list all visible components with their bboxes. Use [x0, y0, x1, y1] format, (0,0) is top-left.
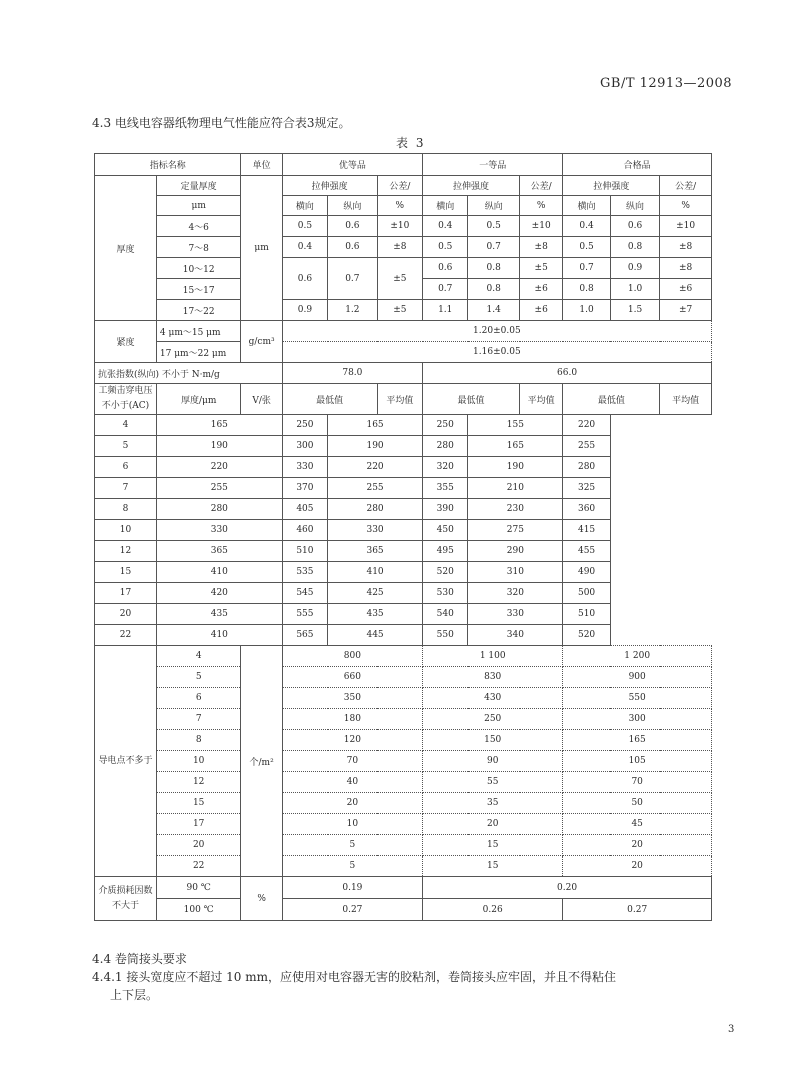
bd-value: 255	[563, 436, 610, 457]
bd-value: 190	[156, 436, 282, 457]
bd-value: 230	[468, 499, 563, 520]
cell: 0.5	[563, 237, 610, 258]
bd-value: 410	[156, 562, 282, 583]
cell: ±7	[660, 300, 712, 321]
df-temp: 100 ℃	[156, 899, 241, 921]
cp-value: 550	[563, 688, 712, 709]
bd-value: 540	[423, 604, 468, 625]
cp-value: 660	[282, 667, 422, 688]
conductive-points-label: 导电点不多于	[95, 646, 157, 877]
thk-range: 17～22	[156, 300, 241, 321]
bd-value: 210	[468, 478, 563, 499]
breakdown-voltage-label: 工频击穿电压不小于(AC)	[95, 384, 157, 415]
bd-thickness: 12	[95, 541, 157, 562]
dissipation-factor-label: 介质损耗因数不大于	[95, 877, 157, 921]
bd-header-min: 最低值	[563, 384, 660, 415]
bd-value: 190	[468, 457, 563, 478]
cp-value: 20	[282, 793, 422, 814]
bd-value: 155	[468, 415, 563, 436]
cp-thickness: 10	[156, 751, 241, 772]
header-pct: %	[377, 196, 422, 216]
header-pct: %	[660, 196, 712, 216]
cell: 0.8	[468, 279, 520, 300]
cell: ±10	[520, 216, 563, 237]
bd-value: 360	[563, 499, 610, 520]
bd-value: 365	[156, 541, 282, 562]
cp-value: 250	[423, 709, 563, 730]
bd-value: 320	[423, 457, 468, 478]
bd-value: 165	[468, 436, 563, 457]
bd-value: 250	[423, 415, 468, 436]
cp-value: 90	[423, 751, 563, 772]
bd-value: 415	[563, 520, 610, 541]
cell: 0.8	[468, 258, 520, 279]
bd-value: 435	[328, 604, 423, 625]
cp-value: 15	[423, 835, 563, 856]
tensile-index-superior: 78.0	[282, 363, 422, 384]
bd-header-avg: 平均值	[520, 384, 563, 415]
tensile-index-other: 66.0	[423, 363, 712, 384]
cell: 0.5	[282, 216, 327, 237]
cell: 1.1	[423, 300, 468, 321]
cp-value: 15	[423, 856, 563, 877]
cp-value: 10	[282, 814, 422, 835]
cell: 0.4	[563, 216, 610, 237]
cell: 0.4	[423, 216, 468, 237]
thk-range: 10～12	[156, 258, 241, 279]
bd-value: 545	[282, 583, 327, 604]
cell: ±6	[520, 279, 563, 300]
density-label: 紧度	[95, 321, 157, 363]
cell: 0.7	[468, 237, 520, 258]
bd-value: 330	[468, 604, 563, 625]
bd-thickness: 15	[95, 562, 157, 583]
thickness-label: 厚度	[95, 176, 157, 321]
bd-value: 510	[282, 541, 327, 562]
cp-thickness: 4	[156, 646, 241, 667]
bd-value: 445	[328, 625, 423, 646]
conductive-points-rows	[95, 646, 712, 877]
standard-number: GB/T 12913—2008	[600, 76, 733, 91]
cp-thickness: 22	[156, 856, 241, 877]
cp-value: 900	[563, 667, 712, 688]
bd-value: 390	[423, 499, 468, 520]
bd-value: 490	[563, 562, 610, 583]
bd-thickness: 8	[95, 499, 157, 520]
bd-value: 550	[423, 625, 468, 646]
cell: ±8	[660, 258, 712, 279]
header-cross: 横向	[563, 196, 610, 216]
bd-value: 280	[328, 499, 423, 520]
page-number: 3	[728, 1024, 735, 1035]
thk-range: 15～17	[156, 279, 241, 300]
bd-value: 365	[328, 541, 423, 562]
col-header-grade-superior: 优等品	[282, 154, 422, 176]
bd-value: 330	[282, 457, 327, 478]
col-header-grade-qualified: 合格品	[563, 154, 712, 176]
cell: 0.6	[610, 216, 660, 237]
header-long: 纵向	[610, 196, 660, 216]
cell: ±8	[660, 237, 712, 258]
bd-value: 325	[563, 478, 610, 499]
cp-value: 1 200	[563, 646, 712, 667]
cp-value: 430	[423, 688, 563, 709]
dissipation-factor-unit: %	[241, 877, 282, 921]
cell: ±6	[660, 279, 712, 300]
df-value: 0.27	[563, 899, 712, 921]
cp-value: 55	[423, 772, 563, 793]
cell: 0.6	[328, 216, 378, 237]
thk-range: 7～8	[156, 237, 241, 258]
bd-value: 340	[468, 625, 563, 646]
cell: 0.6	[282, 258, 327, 300]
bd-thickness: 17	[95, 583, 157, 604]
bd-value: 220	[328, 457, 423, 478]
cp-thickness: 8	[156, 730, 241, 751]
bd-value: 500	[563, 583, 610, 604]
bd-value: 495	[423, 541, 468, 562]
cell: 0.7	[328, 258, 378, 300]
density-range: 4 μm～15 μm	[156, 321, 241, 342]
cp-thickness: 7	[156, 709, 241, 730]
df-value: 0.26	[423, 899, 563, 921]
cell: ±5	[377, 300, 422, 321]
bd-value: 290	[468, 541, 563, 562]
bd-value: 250	[282, 415, 327, 436]
bd-value: 220	[156, 457, 282, 478]
bd-value: 410	[328, 562, 423, 583]
df-value: 0.20	[423, 877, 712, 899]
density-value: 1.20±0.05	[282, 321, 711, 342]
bd-value: 275	[468, 520, 563, 541]
bd-value: 300	[282, 436, 327, 457]
bd-value: 355	[423, 478, 468, 499]
cell: 0.8	[563, 279, 610, 300]
header-tensile: 拉伸强度	[282, 176, 377, 196]
bd-value: 535	[282, 562, 327, 583]
col-header-index: 指标名称	[95, 154, 241, 176]
bd-value: 280	[563, 457, 610, 478]
cell: 0.9	[282, 300, 327, 321]
bd-header-min: 最低值	[282, 384, 377, 415]
bd-thickness: 4	[95, 415, 157, 436]
spec-table-3	[94, 153, 712, 921]
header-tensile: 拉伸强度	[423, 176, 520, 196]
cp-value: 1 100	[423, 646, 563, 667]
cp-value: 40	[282, 772, 422, 793]
cp-value: 70	[563, 772, 712, 793]
bd-value: 280	[423, 436, 468, 457]
cell: ±6	[520, 300, 563, 321]
cp-value: 350	[282, 688, 422, 709]
breakdown-voltage-rows	[95, 415, 712, 646]
clause-4-4-1-line2: 上下层。	[110, 988, 159, 1002]
cell: 0.6	[328, 237, 378, 258]
cp-thickness: 12	[156, 772, 241, 793]
cp-value: 70	[282, 751, 422, 772]
bd-value: 450	[423, 520, 468, 541]
cell: 0.5	[423, 237, 468, 258]
cp-value: 20	[423, 814, 563, 835]
thickness-unit: μm	[241, 176, 282, 321]
header-cross: 横向	[282, 196, 327, 216]
cp-value: 830	[423, 667, 563, 688]
cp-value: 5	[282, 835, 422, 856]
cell: ±8	[377, 237, 422, 258]
bd-value: 530	[423, 583, 468, 604]
bd-value: 435	[156, 604, 282, 625]
bd-value: 510	[563, 604, 610, 625]
col-header-unit: 单位	[241, 154, 282, 176]
cp-thickness: 17	[156, 814, 241, 835]
cp-value: 165	[563, 730, 712, 751]
bd-value: 555	[282, 604, 327, 625]
cp-value: 20	[563, 835, 712, 856]
density-range: 17 μm～22 μm	[156, 342, 241, 363]
cell: 0.9	[610, 258, 660, 279]
bd-value: 255	[156, 478, 282, 499]
bd-value: 190	[328, 436, 423, 457]
density-value: 1.16±0.05	[282, 342, 711, 363]
bd-value: 520	[423, 562, 468, 583]
cp-value: 50	[563, 793, 712, 814]
cell: 1.0	[610, 279, 660, 300]
bd-value: 565	[282, 625, 327, 646]
header-um: μm	[156, 196, 241, 216]
bd-value: 280	[156, 499, 282, 520]
cp-value: 20	[563, 856, 712, 877]
bd-value: 320	[468, 583, 563, 604]
bd-value: 410	[156, 625, 282, 646]
table-caption: 表 3	[396, 136, 426, 150]
cell: 0.8	[610, 237, 660, 258]
header-cross: 横向	[423, 196, 468, 216]
clause-4-4: 4.4 卷筒接头要求	[92, 952, 187, 966]
bd-header-avg: 平均值	[377, 384, 422, 415]
bd-value: 255	[328, 478, 423, 499]
bd-value: 420	[156, 583, 282, 604]
cell: 1.4	[468, 300, 520, 321]
cell: 0.5	[468, 216, 520, 237]
cp-thickness: 5	[156, 667, 241, 688]
clause-4-4-1-line1: 4.4.1 接头宽度应不超过 10 mm，应使用对电容器无害的胶粘剂，卷筒接头应牢固，并且不得粘住	[92, 970, 617, 984]
df-value: 0.27	[282, 899, 422, 921]
header-long: 纵向	[328, 196, 378, 216]
header-tolerance: 公差/	[377, 176, 422, 196]
bd-value: 165	[328, 415, 423, 436]
bd-value: 460	[282, 520, 327, 541]
cell: ±10	[660, 216, 712, 237]
cell: 1.2	[328, 300, 378, 321]
bd-header-min: 最低值	[423, 384, 520, 415]
bd-thickness: 22	[95, 625, 157, 646]
header-long: 纵向	[468, 196, 520, 216]
df-value: 0.19	[282, 877, 422, 899]
cell: 0.4	[282, 237, 327, 258]
bd-thickness: 20	[95, 604, 157, 625]
header-tolerance: 公差/	[520, 176, 563, 196]
df-temp: 90 ℃	[156, 877, 241, 899]
header-thickness: 定量厚度	[156, 176, 241, 196]
bd-thickness: 10	[95, 520, 157, 541]
cp-thickness: 20	[156, 835, 241, 856]
cell: 0.7	[563, 258, 610, 279]
bd-value: 425	[328, 583, 423, 604]
bd-value: 520	[563, 625, 610, 646]
thk-range: 4～6	[156, 216, 241, 237]
bd-value: 455	[563, 541, 610, 562]
cp-value: 150	[423, 730, 563, 751]
cell: ±5	[377, 258, 422, 300]
cell: 1.5	[610, 300, 660, 321]
header-tensile: 拉伸强度	[563, 176, 660, 196]
cp-value: 180	[282, 709, 422, 730]
cp-value: 5	[282, 856, 422, 877]
conductive-points-unit: 个/m²	[241, 646, 282, 877]
bd-value: 220	[563, 415, 610, 436]
cp-value: 35	[423, 793, 563, 814]
bd-value: 165	[156, 415, 282, 436]
bd-thickness: 5	[95, 436, 157, 457]
cp-value: 800	[282, 646, 422, 667]
cp-thickness: 6	[156, 688, 241, 709]
bd-value: 310	[468, 562, 563, 583]
bd-value: 330	[328, 520, 423, 541]
cell: 1.0	[563, 300, 610, 321]
col-header-grade-first: 一等品	[423, 154, 563, 176]
cp-thickness: 15	[156, 793, 241, 814]
bd-thickness: 7	[95, 478, 157, 499]
bd-header-avg: 平均值	[660, 384, 712, 415]
clause-4-3: 4.3 电线电容器纸物理电气性能应符合表3规定。	[92, 116, 351, 130]
cp-value: 105	[563, 751, 712, 772]
tensile-index-label: 抗张指数(纵向) 不小于 N·m/g	[95, 363, 283, 384]
header-pct: %	[520, 196, 563, 216]
cell: ±10	[377, 216, 422, 237]
bd-header-thickness: 厚度/μm	[156, 384, 241, 415]
bd-value: 330	[156, 520, 282, 541]
bd-value: 370	[282, 478, 327, 499]
cp-value: 45	[563, 814, 712, 835]
cp-value: 120	[282, 730, 422, 751]
breakdown-voltage-unit: V/张	[241, 384, 282, 415]
bd-value: 405	[282, 499, 327, 520]
cell: ±5	[520, 258, 563, 279]
cp-value: 300	[563, 709, 712, 730]
cell: 0.7	[423, 279, 468, 300]
density-unit: g/cm³	[241, 321, 282, 363]
cell: ±8	[520, 237, 563, 258]
header-tolerance: 公差/	[660, 176, 712, 196]
cell: 0.6	[423, 258, 468, 279]
bd-thickness: 6	[95, 457, 157, 478]
